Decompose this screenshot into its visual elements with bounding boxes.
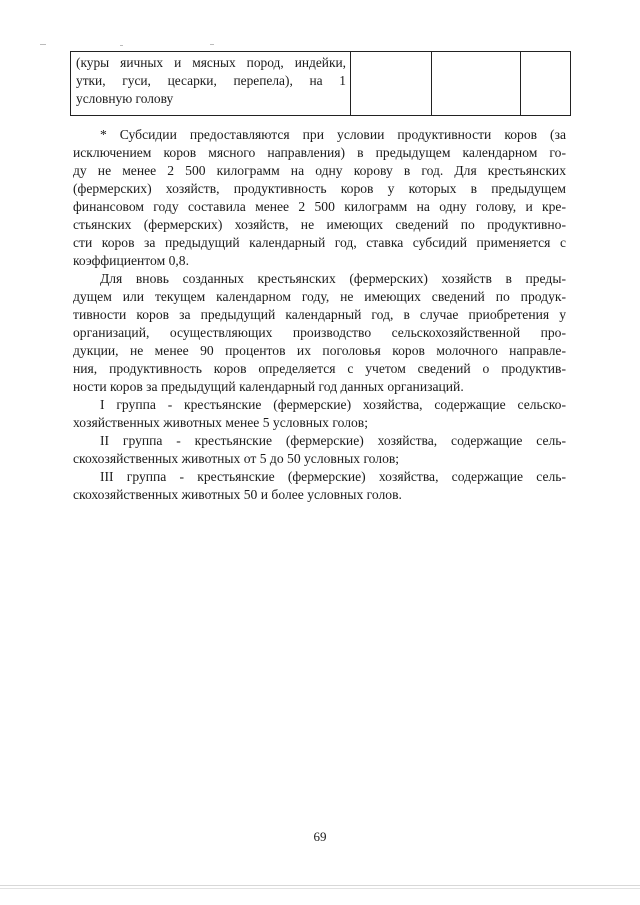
text-line: скохозяйственных животных 50 и более условных голов. <box>73 487 402 502</box>
text-line: исключением коров мясного направления) в предыдущем календарном го- <box>73 145 566 160</box>
page-number: 69 <box>313 829 327 844</box>
text-line: ду не менее 2 500 килограмм на одну корову в год. Для крестьянских <box>73 163 566 178</box>
footnote-paragraph <box>73 126 566 270</box>
text-line: II группа - крестьянские (фермерские) хозяйства, содержащие сель- <box>100 433 566 448</box>
text-line: коэффициентом 0,8. <box>73 253 189 268</box>
group-3-paragraph <box>73 468 566 504</box>
table-cell-line: условную голову <box>76 91 174 106</box>
text-line: ния, продуктивность коров определяется с учетом сведений о продуктив- <box>73 361 566 376</box>
text-line: III группа - крестьянские (фермерские) хозяйства, содержащие сель- <box>100 469 566 484</box>
text-line: дукции, не менее 90 процентов их поголовья коров молочного направле- <box>73 343 566 358</box>
table-cell-line: утки, гуси, цесарки, перепела), на 1 <box>76 73 346 88</box>
scan-artifact <box>0 885 640 886</box>
text-line: тивности коров за предыдущий календарный год, в случае приобретения у <box>73 307 566 322</box>
scan-artifact <box>120 45 123 46</box>
scan-artifact <box>40 44 46 45</box>
text-line: (фермерских) хозяйств, продуктивность коров у которых в предыдущем <box>73 181 566 196</box>
text-line: I группа - крестьянские (фермерские) хозяйства, содержащие сельско- <box>100 397 566 412</box>
group-1-paragraph <box>73 396 566 432</box>
group-2-paragraph <box>73 432 566 468</box>
table-cell-empty <box>432 52 521 116</box>
scan-artifact <box>210 44 214 45</box>
text-line: финансовом году составила менее 2 500 килограмм на одну голову, и кре- <box>73 199 566 214</box>
table-fragment <box>70 51 571 116</box>
text-line: скохозяйственных животных от 5 до 50 условных голов; <box>73 451 400 466</box>
table-row <box>71 52 571 116</box>
table-cell-empty <box>351 52 432 116</box>
text-line: стьянских (фермерских) хозяйств, не имеющих сведений по продуктивно- <box>73 217 566 232</box>
table-cell-description <box>71 52 351 116</box>
new-farms-paragraph <box>73 270 566 396</box>
body-text <box>73 126 566 504</box>
table-cell-empty <box>521 52 571 116</box>
scan-artifact <box>0 888 640 889</box>
text-line: * Субсидии предоставляются при условии продуктивности коров (за <box>100 127 566 142</box>
table-cell-line: (куры яичных и мясных пород, индейки, <box>76 55 346 70</box>
text-line: Для вновь созданных крестьянских (фермерских) хозяйств в преды- <box>100 271 566 286</box>
text-line: организаций, осуществляющих производство сельскохозяйственной про- <box>73 325 566 340</box>
text-line: дущем или текущем календарном году, не имеющих сведений по продук- <box>73 289 566 304</box>
text-line: хозяйственных животных менее 5 условных голов; <box>73 415 368 430</box>
text-line: сти коров за предыдущий календарный год, ставка субсидий применяется с <box>73 235 566 250</box>
text-line: ности коров за предыдущий календарный год данных организаций. <box>73 379 464 394</box>
